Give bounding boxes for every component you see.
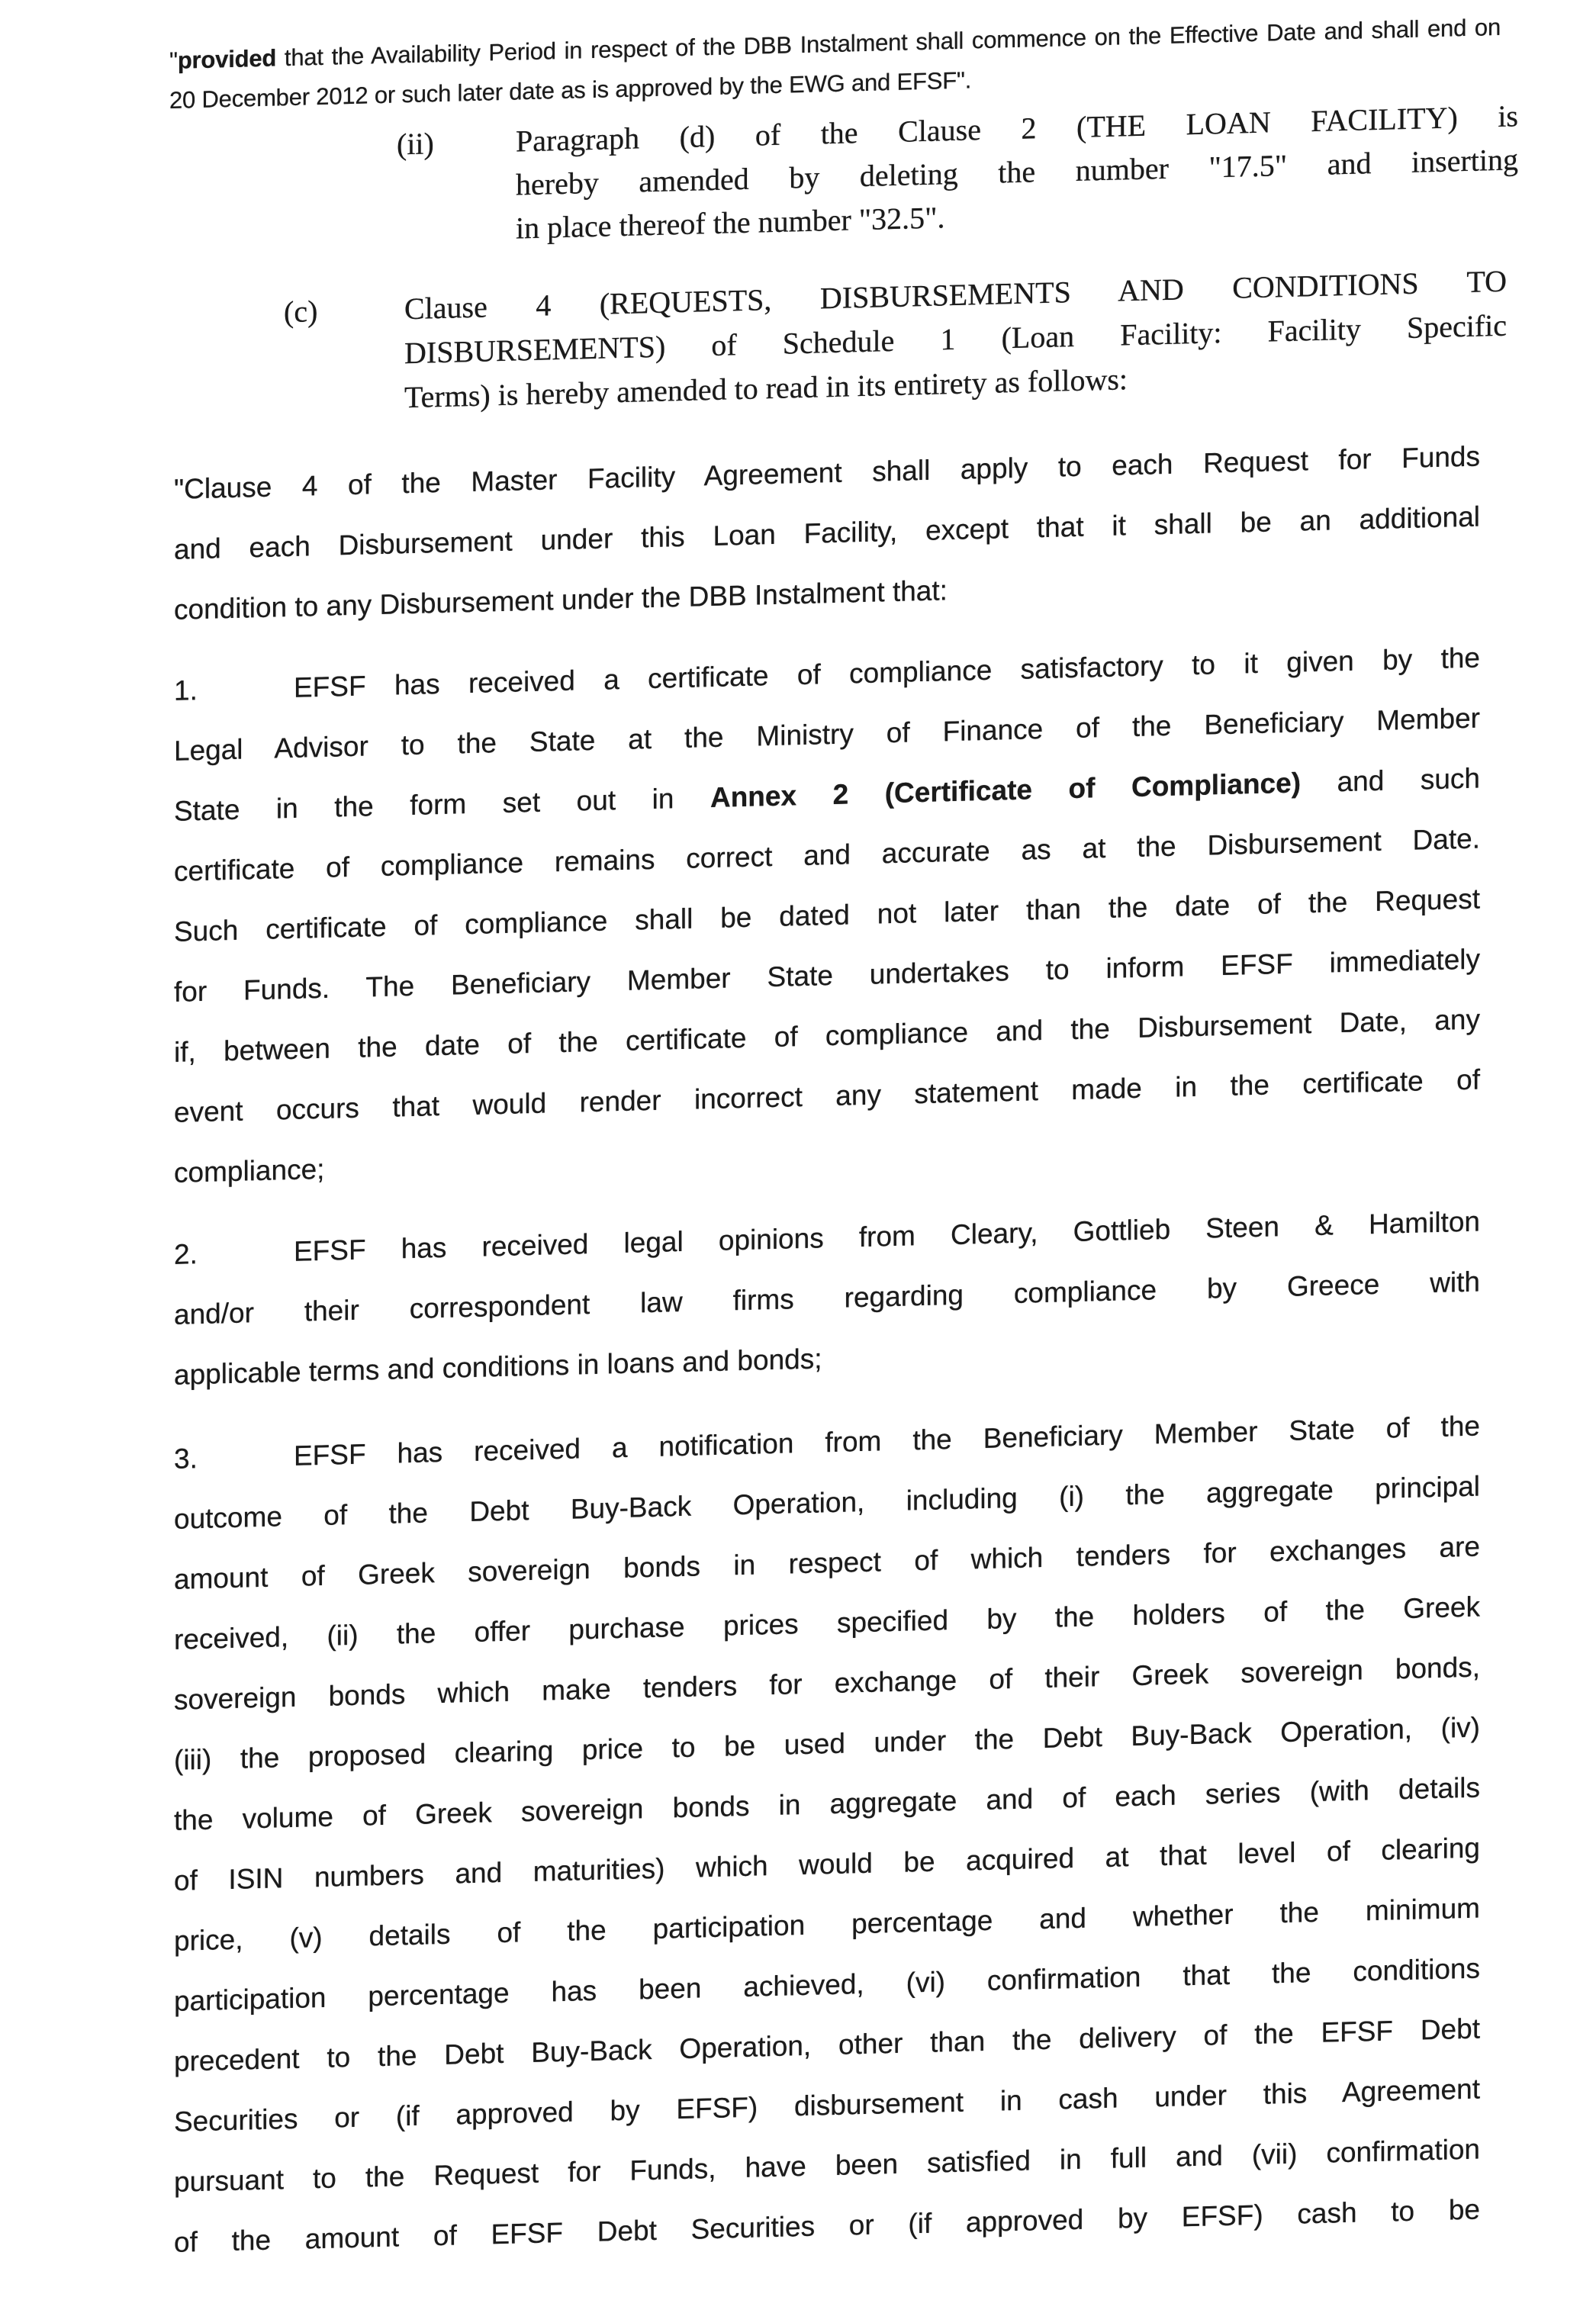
- condition-3-line: outcome of the Debt Buy-Back Operation, including (i) the aggregate principal: [174, 1470, 1480, 1535]
- intro-line: and each Disbursement under this Loan Facility, except that it shall be an additional: [174, 500, 1480, 565]
- condition-item-2: [174, 1192, 1480, 1405]
- condition-1-line: Such certificate of compliance shall be dated not later than the date of the Request: [174, 883, 1480, 947]
- amendment-c-line: DISBURSEMENTS) of Schedule 1 (Loan Facility: Facility Specific: [404, 307, 1507, 371]
- condition-3-line: EFSF has received a notification from the Beneficiary Member State of the: [294, 1410, 1480, 1472]
- condition-1-line: event occurs that would render incorrect any statement made in the certificate of: [174, 1063, 1480, 1128]
- amendment-item-ii-label: (ii): [397, 126, 434, 162]
- intro-line: condition to any Disbursement under the DBB Instalment that:: [174, 574, 948, 626]
- condition-3-line: of the amount of EFSF Debt Securities or (if approved by EFSF) cash to be: [174, 2193, 1480, 2258]
- condition-3-line: received, (ii) the offer purchase prices specified by the holders of the Greek: [174, 1591, 1480, 1655]
- condition-1-line: EFSF has received a certificate of compliance satisfactory to it given by the: [294, 642, 1480, 703]
- open-quote-mark: ": [169, 47, 178, 74]
- annex-ref-pre: State in the form set out in: [174, 782, 710, 827]
- amendment-item-c-text: [404, 259, 1507, 420]
- condition-2-line: and/or their correspondent law firms regarding compliance by Greece with: [174, 1266, 1480, 1330]
- condition-3-line: the volume of Greek sovereign bonds in aggregate and of each series (with details: [174, 1771, 1480, 1836]
- amendment-item-c: [284, 259, 1507, 423]
- header-quote-line-1-rest: that the Availability Period in respect of the DBB Instalment shall commence on the Effective Date and shall end on: [276, 13, 1501, 72]
- condition-3-line: participation percentage has been achieved, (vi) confirmation that the conditions: [174, 1952, 1480, 2017]
- condition-2-number: 2.: [174, 1238, 198, 1270]
- condition-3-line: (iii) the proposed clearing price to be used under the Debt Buy-Back Operation, (iv): [174, 1711, 1480, 1776]
- condition-2-line: applicable terms and conditions in loans and bonds;: [174, 1343, 822, 1391]
- condition-3-line: Securities or (if approved by EFSF) disbursement in cash under this Agreement: [174, 2073, 1480, 2138]
- condition-3-line: of ISIN numbers and maturities) which would be acquired at that level of clearing: [174, 1832, 1480, 1897]
- quoted-clause-intro: [174, 426, 1480, 640]
- amendment-ii-line: Paragraph (d) of the Clause 2 (THE LOAN FACILITY) is: [516, 98, 1518, 159]
- condition-3-number: 3.: [174, 1443, 198, 1475]
- condition-3-line: price, (v) details of the participation percentage and whether the minimum: [174, 1892, 1480, 1957]
- condition-3-line: pursuant to the Request for Funds, have been satisfied in full and (vii) confirmation: [174, 2133, 1480, 2198]
- amendment-c-line: Terms) is hereby amended to read in its entirety as follows:: [404, 362, 1128, 415]
- condition-1-number: 1.: [174, 674, 198, 706]
- condition-1-line: if, between the date of the certificate of compliance and the Disbursement Date, any: [174, 1003, 1480, 1068]
- annex-ref-post: and such: [1301, 762, 1480, 799]
- condition-2-line: EFSF has received legal opinions from Cleary, Gottlieb Steen & Hamilton: [294, 1205, 1480, 1267]
- header-quote-bold-word: provided: [177, 44, 277, 74]
- amendment-ii-line: hereby amended by deleting the number "17.5" and inserting: [516, 142, 1518, 202]
- amendment-item-ii: [397, 94, 1518, 253]
- annex-ref-bold: Annex 2 (Certificate of Compliance): [710, 767, 1302, 814]
- condition-3-line: amount of Greek sovereign bonds in respect of which tenders for exchanges are: [174, 1530, 1480, 1595]
- condition-1-line: certificate of compliance remains correct and accurate as at the Disbursement Date.: [174, 822, 1480, 887]
- condition-1-line: compliance;: [174, 1153, 325, 1189]
- amendment-item-c-label: (c): [284, 294, 318, 330]
- condition-item-3: [174, 1396, 1480, 2273]
- condition-1-line: Legal Advisor to the State at the Ministry of Finance of the Beneficiary Member: [174, 702, 1480, 767]
- intro-line: "Clause 4 of the Master Facility Agreement shall apply to each Request for Funds: [174, 440, 1480, 505]
- amendment-item-ii-text: [516, 94, 1518, 249]
- condition-1-line: for Funds. The Beneficiary Member State undertakes to inform EFSF immediately: [174, 943, 1480, 1008]
- condition-item-1: [174, 628, 1480, 1203]
- condition-3-line: precedent to the Debt Buy-Back Operation, other than the delivery of the EFSF Debt: [174, 2012, 1480, 2077]
- header-quote-line-2: 20 December 2012 or such later date as is approved by the EWG and EFSF".: [169, 66, 972, 114]
- condition-3-line: sovereign bonds which make tenders for exchange of their Greek sovereign bonds,: [174, 1651, 1480, 1716]
- amendment-ii-line: in place thereof the number "32.5".: [516, 200, 945, 246]
- amendment-c-line: Clause 4 (REQUESTS, DISBURSEMENTS AND CONDITIONS TO: [404, 263, 1507, 327]
